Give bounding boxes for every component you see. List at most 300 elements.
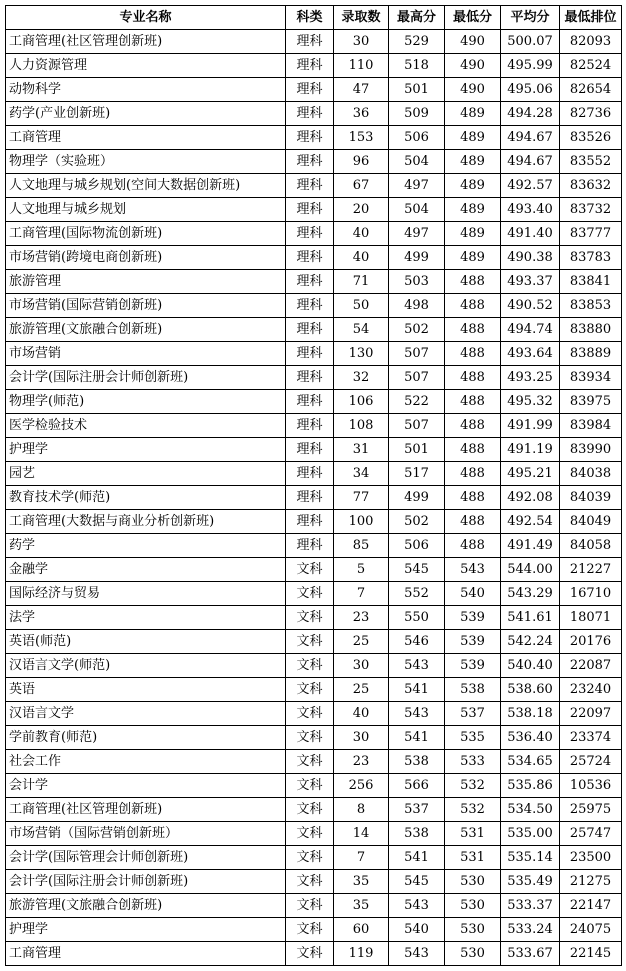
cell-min-score: 531: [445, 846, 501, 870]
table-row: [6, 606, 622, 630]
cell-admitted-count: 35: [334, 870, 389, 894]
cell-max-score: 501: [389, 438, 445, 462]
cell-admitted-count: 54: [334, 318, 389, 342]
cell-avg-score: 491.19: [501, 438, 560, 462]
cell-major-name: 护理学: [6, 438, 286, 462]
header-row: [6, 6, 622, 30]
cell-min-rank: 20176: [560, 630, 622, 654]
cell-max-score: 506: [389, 126, 445, 150]
cell-major-name: 国际经济与贸易: [6, 582, 286, 606]
cell-admitted-count: 7: [334, 846, 389, 870]
cell-admitted-count: 119: [334, 942, 389, 966]
cell-max-score: 538: [389, 822, 445, 846]
cell-avg-score: 494.67: [501, 150, 560, 174]
cell-max-score: 504: [389, 198, 445, 222]
cell-min-score: 532: [445, 774, 501, 798]
table-row: [6, 942, 622, 966]
cell-min-rank: 22147: [560, 894, 622, 918]
cell-major-name: 医学检验技术: [6, 414, 286, 438]
table-body: [6, 30, 622, 966]
cell-min-rank: 25724: [560, 750, 622, 774]
cell-major-name: 会计学(国际注册会计师创新班): [6, 366, 286, 390]
table-row: [6, 54, 622, 78]
cell-min-score: 533: [445, 750, 501, 774]
header-subject-type: 科类: [286, 6, 334, 30]
cell-major-name: 会计学(国际管理会计师创新班): [6, 846, 286, 870]
cell-subject-type: 理科: [286, 54, 334, 78]
cell-min-score: 488: [445, 270, 501, 294]
cell-avg-score: 535.49: [501, 870, 560, 894]
cell-min-score: 537: [445, 702, 501, 726]
cell-admitted-count: 110: [334, 54, 389, 78]
cell-min-score: 543: [445, 558, 501, 582]
cell-min-score: 488: [445, 318, 501, 342]
cell-min-score: 531: [445, 822, 501, 846]
cell-subject-type: 理科: [286, 222, 334, 246]
table-row: [6, 510, 622, 534]
table-row: [6, 30, 622, 54]
cell-admitted-count: 34: [334, 462, 389, 486]
cell-subject-type: 文科: [286, 606, 334, 630]
cell-max-score: 497: [389, 174, 445, 198]
header-max-score: 最高分: [389, 6, 445, 30]
cell-subject-type: 理科: [286, 78, 334, 102]
cell-avg-score: 535.00: [501, 822, 560, 846]
cell-avg-score: 491.49: [501, 534, 560, 558]
cell-max-score: 552: [389, 582, 445, 606]
cell-min-score: 539: [445, 654, 501, 678]
cell-max-score: 543: [389, 654, 445, 678]
cell-admitted-count: 30: [334, 30, 389, 54]
header-avg-score: 平均分: [501, 6, 560, 30]
cell-admitted-count: 106: [334, 390, 389, 414]
cell-avg-score: 495.99: [501, 54, 560, 78]
cell-avg-score: 490.52: [501, 294, 560, 318]
table-row: [6, 894, 622, 918]
cell-max-score: 540: [389, 918, 445, 942]
cell-subject-type: 理科: [286, 174, 334, 198]
cell-max-score: 537: [389, 798, 445, 822]
table-row: [6, 150, 622, 174]
cell-subject-type: 理科: [286, 510, 334, 534]
table-row: [6, 798, 622, 822]
cell-min-rank: 25975: [560, 798, 622, 822]
cell-admitted-count: 7: [334, 582, 389, 606]
cell-subject-type: 理科: [286, 342, 334, 366]
cell-subject-type: 文科: [286, 846, 334, 870]
cell-min-rank: 23374: [560, 726, 622, 750]
cell-major-name: 会计学(国际注册会计师创新班): [6, 870, 286, 894]
cell-major-name: 市场营销(跨境电商创新班): [6, 246, 286, 270]
cell-major-name: 药学(产业创新班): [6, 102, 286, 126]
cell-max-score: 545: [389, 870, 445, 894]
cell-min-score: 488: [445, 366, 501, 390]
cell-max-score: 522: [389, 390, 445, 414]
cell-avg-score: 534.65: [501, 750, 560, 774]
cell-avg-score: 495.06: [501, 78, 560, 102]
cell-major-name: 护理学: [6, 918, 286, 942]
cell-avg-score: 492.08: [501, 486, 560, 510]
table-row: [6, 822, 622, 846]
cell-min-score: 488: [445, 390, 501, 414]
cell-min-score: 488: [445, 534, 501, 558]
cell-min-score: 538: [445, 678, 501, 702]
cell-admitted-count: 50: [334, 294, 389, 318]
cell-admitted-count: 40: [334, 702, 389, 726]
table-row: [6, 654, 622, 678]
cell-subject-type: 理科: [286, 150, 334, 174]
cell-major-name: 药学: [6, 534, 286, 558]
cell-subject-type: 文科: [286, 798, 334, 822]
table-row: [6, 462, 622, 486]
cell-avg-score: 533.37: [501, 894, 560, 918]
cell-avg-score: 493.25: [501, 366, 560, 390]
cell-admitted-count: 77: [334, 486, 389, 510]
cell-min-score: 488: [445, 294, 501, 318]
cell-max-score: 541: [389, 846, 445, 870]
header-major-name: 专业名称: [6, 6, 286, 30]
cell-subject-type: 理科: [286, 294, 334, 318]
cell-subject-type: 理科: [286, 534, 334, 558]
cell-min-rank: 83934: [560, 366, 622, 390]
cell-subject-type: 文科: [286, 558, 334, 582]
cell-avg-score: 493.37: [501, 270, 560, 294]
table-row: [6, 342, 622, 366]
cell-subject-type: 理科: [286, 438, 334, 462]
cell-max-score: 543: [389, 894, 445, 918]
cell-major-name: 动物科学: [6, 78, 286, 102]
cell-subject-type: 文科: [286, 630, 334, 654]
cell-subject-type: 理科: [286, 318, 334, 342]
cell-max-score: 504: [389, 150, 445, 174]
cell-max-score: 518: [389, 54, 445, 78]
cell-avg-score: 535.14: [501, 846, 560, 870]
cell-avg-score: 494.67: [501, 126, 560, 150]
cell-min-score: 530: [445, 918, 501, 942]
cell-avg-score: 538.18: [501, 702, 560, 726]
cell-min-rank: 82654: [560, 78, 622, 102]
cell-admitted-count: 31: [334, 438, 389, 462]
cell-max-score: 543: [389, 942, 445, 966]
cell-major-name: 金融学: [6, 558, 286, 582]
cell-subject-type: 文科: [286, 654, 334, 678]
cell-max-score: 503: [389, 270, 445, 294]
cell-admitted-count: 8: [334, 798, 389, 822]
cell-max-score: 499: [389, 486, 445, 510]
cell-major-name: 汉语言文学: [6, 702, 286, 726]
cell-min-rank: 83984: [560, 414, 622, 438]
cell-min-score: 489: [445, 222, 501, 246]
cell-min-rank: 82093: [560, 30, 622, 54]
table-row: [6, 318, 622, 342]
cell-admitted-count: 60: [334, 918, 389, 942]
cell-min-rank: 24075: [560, 918, 622, 942]
cell-avg-score: 491.40: [501, 222, 560, 246]
table-row: [6, 366, 622, 390]
cell-subject-type: 文科: [286, 942, 334, 966]
cell-max-score: 507: [389, 342, 445, 366]
cell-major-name: 人力资源管理: [6, 54, 286, 78]
cell-min-score: 490: [445, 30, 501, 54]
cell-subject-type: 文科: [286, 726, 334, 750]
cell-max-score: 517: [389, 462, 445, 486]
cell-min-score: 535: [445, 726, 501, 750]
cell-admitted-count: 47: [334, 78, 389, 102]
cell-avg-score: 493.64: [501, 342, 560, 366]
cell-avg-score: 492.57: [501, 174, 560, 198]
table-row: [6, 534, 622, 558]
cell-major-name: 法学: [6, 606, 286, 630]
table-row: [6, 750, 622, 774]
cell-min-score: 489: [445, 102, 501, 126]
cell-max-score: 507: [389, 366, 445, 390]
cell-min-rank: 83777: [560, 222, 622, 246]
cell-min-rank: 22087: [560, 654, 622, 678]
cell-admitted-count: 100: [334, 510, 389, 534]
cell-avg-score: 495.21: [501, 462, 560, 486]
cell-avg-score: 493.40: [501, 198, 560, 222]
cell-admitted-count: 40: [334, 246, 389, 270]
cell-major-name: 工商管理(国际物流创新班): [6, 222, 286, 246]
cell-subject-type: 理科: [286, 198, 334, 222]
cell-major-name: 旅游管理(文旅融合创新班): [6, 894, 286, 918]
table-row: [6, 558, 622, 582]
table-row: [6, 726, 622, 750]
table-row: [6, 294, 622, 318]
cell-avg-score: 500.07: [501, 30, 560, 54]
cell-avg-score: 492.54: [501, 510, 560, 534]
cell-major-name: 物理学（实验班）: [6, 150, 286, 174]
cell-max-score: 502: [389, 318, 445, 342]
cell-avg-score: 536.40: [501, 726, 560, 750]
cell-major-name: 物理学(师范): [6, 390, 286, 414]
cell-min-score: 489: [445, 150, 501, 174]
cell-avg-score: 535.86: [501, 774, 560, 798]
cell-min-rank: 21227: [560, 558, 622, 582]
cell-min-rank: 83990: [560, 438, 622, 462]
cell-min-rank: 83552: [560, 150, 622, 174]
cell-subject-type: 文科: [286, 678, 334, 702]
table-row: [6, 414, 622, 438]
table-row: [6, 174, 622, 198]
cell-min-rank: 83889: [560, 342, 622, 366]
cell-max-score: 550: [389, 606, 445, 630]
cell-major-name: 市场营销(国际营销创新班): [6, 294, 286, 318]
table-row: [6, 126, 622, 150]
cell-min-rank: 83783: [560, 246, 622, 270]
cell-subject-type: 文科: [286, 822, 334, 846]
cell-min-score: 530: [445, 870, 501, 894]
table-row: [6, 918, 622, 942]
cell-min-rank: 16710: [560, 582, 622, 606]
cell-min-rank: 22145: [560, 942, 622, 966]
cell-max-score: 509: [389, 102, 445, 126]
header-min-score: 最低分: [445, 6, 501, 30]
cell-min-rank: 83880: [560, 318, 622, 342]
cell-major-name: 会计学: [6, 774, 286, 798]
cell-min-score: 539: [445, 630, 501, 654]
cell-min-rank: 84049: [560, 510, 622, 534]
cell-major-name: 工商管理: [6, 942, 286, 966]
cell-admitted-count: 14: [334, 822, 389, 846]
cell-admitted-count: 153: [334, 126, 389, 150]
cell-min-score: 489: [445, 174, 501, 198]
cell-max-score: 507: [389, 414, 445, 438]
cell-min-rank: 23240: [560, 678, 622, 702]
cell-admitted-count: 85: [334, 534, 389, 558]
cell-admitted-count: 5: [334, 558, 389, 582]
cell-subject-type: 理科: [286, 102, 334, 126]
cell-avg-score: 540.40: [501, 654, 560, 678]
cell-max-score: 541: [389, 726, 445, 750]
table-row: [6, 438, 622, 462]
cell-avg-score: 544.00: [501, 558, 560, 582]
cell-min-score: 488: [445, 462, 501, 486]
cell-subject-type: 理科: [286, 246, 334, 270]
cell-min-rank: 82524: [560, 54, 622, 78]
cell-major-name: 市场营销（国际营销创新班）: [6, 822, 286, 846]
cell-max-score: 545: [389, 558, 445, 582]
cell-avg-score: 542.24: [501, 630, 560, 654]
cell-avg-score: 533.67: [501, 942, 560, 966]
cell-min-rank: 25747: [560, 822, 622, 846]
cell-min-score: 540: [445, 582, 501, 606]
cell-min-rank: 84039: [560, 486, 622, 510]
cell-admitted-count: 20: [334, 198, 389, 222]
cell-major-name: 园艺: [6, 462, 286, 486]
cell-admitted-count: 67: [334, 174, 389, 198]
cell-min-rank: 83975: [560, 390, 622, 414]
cell-min-score: 490: [445, 54, 501, 78]
cell-max-score: 498: [389, 294, 445, 318]
cell-max-score: 506: [389, 534, 445, 558]
cell-admitted-count: 71: [334, 270, 389, 294]
cell-min-score: 488: [445, 510, 501, 534]
cell-max-score: 529: [389, 30, 445, 54]
table-row: [6, 78, 622, 102]
cell-min-rank: 83853: [560, 294, 622, 318]
cell-min-rank: 84058: [560, 534, 622, 558]
cell-subject-type: 文科: [286, 702, 334, 726]
cell-min-rank: 23500: [560, 846, 622, 870]
cell-major-name: 学前教育(师范): [6, 726, 286, 750]
cell-max-score: 502: [389, 510, 445, 534]
cell-min-rank: 21275: [560, 870, 622, 894]
cell-subject-type: 理科: [286, 462, 334, 486]
cell-major-name: 市场营销: [6, 342, 286, 366]
cell-max-score: 499: [389, 246, 445, 270]
cell-min-score: 488: [445, 438, 501, 462]
table-row: [6, 702, 622, 726]
table-row: [6, 870, 622, 894]
cell-admitted-count: 23: [334, 606, 389, 630]
cell-subject-type: 文科: [286, 918, 334, 942]
cell-major-name: 英语(师范): [6, 630, 286, 654]
cell-major-name: 人文地理与城乡规划(空间大数据创新班): [6, 174, 286, 198]
cell-min-score: 532: [445, 798, 501, 822]
cell-min-rank: 18071: [560, 606, 622, 630]
cell-admitted-count: 25: [334, 678, 389, 702]
cell-avg-score: 495.32: [501, 390, 560, 414]
cell-subject-type: 文科: [286, 870, 334, 894]
admission-scores-table: [5, 5, 622, 966]
cell-subject-type: 文科: [286, 582, 334, 606]
cell-max-score: 497: [389, 222, 445, 246]
table-row: [6, 222, 622, 246]
cell-major-name: 人文地理与城乡规划: [6, 198, 286, 222]
cell-subject-type: 文科: [286, 894, 334, 918]
cell-major-name: 汉语言文学(师范): [6, 654, 286, 678]
cell-major-name: 教育技术学(师范): [6, 486, 286, 510]
table-row: [6, 390, 622, 414]
cell-subject-type: 理科: [286, 366, 334, 390]
header-min-rank: 最低排位: [560, 6, 622, 30]
table-row: [6, 774, 622, 798]
cell-subject-type: 理科: [286, 126, 334, 150]
cell-min-rank: 10536: [560, 774, 622, 798]
cell-admitted-count: 40: [334, 222, 389, 246]
cell-min-rank: 22097: [560, 702, 622, 726]
table-header: [6, 6, 622, 30]
cell-subject-type: 文科: [286, 774, 334, 798]
table-row: [6, 246, 622, 270]
cell-avg-score: 490.38: [501, 246, 560, 270]
cell-max-score: 543: [389, 702, 445, 726]
table-row: [6, 486, 622, 510]
cell-max-score: 566: [389, 774, 445, 798]
cell-max-score: 501: [389, 78, 445, 102]
cell-min-rank: 83526: [560, 126, 622, 150]
cell-subject-type: 理科: [286, 30, 334, 54]
cell-avg-score: 543.29: [501, 582, 560, 606]
cell-avg-score: 534.50: [501, 798, 560, 822]
cell-min-score: 489: [445, 246, 501, 270]
cell-admitted-count: 256: [334, 774, 389, 798]
cell-major-name: 旅游管理: [6, 270, 286, 294]
cell-min-score: 530: [445, 894, 501, 918]
cell-admitted-count: 30: [334, 654, 389, 678]
cell-max-score: 546: [389, 630, 445, 654]
cell-max-score: 541: [389, 678, 445, 702]
cell-admitted-count: 25: [334, 630, 389, 654]
cell-admitted-count: 30: [334, 726, 389, 750]
cell-subject-type: 理科: [286, 390, 334, 414]
cell-min-score: 488: [445, 414, 501, 438]
cell-subject-type: 理科: [286, 486, 334, 510]
cell-min-score: 489: [445, 126, 501, 150]
cell-min-score: 490: [445, 78, 501, 102]
cell-min-score: 530: [445, 942, 501, 966]
cell-admitted-count: 108: [334, 414, 389, 438]
cell-major-name: 工商管理(社区管理创新班): [6, 798, 286, 822]
cell-min-rank: 82736: [560, 102, 622, 126]
cell-major-name: 工商管理(社区管理创新班): [6, 30, 286, 54]
cell-subject-type: 文科: [286, 750, 334, 774]
cell-avg-score: 538.60: [501, 678, 560, 702]
cell-admitted-count: 36: [334, 102, 389, 126]
cell-admitted-count: 32: [334, 366, 389, 390]
cell-admitted-count: 23: [334, 750, 389, 774]
cell-avg-score: 494.74: [501, 318, 560, 342]
cell-avg-score: 491.99: [501, 414, 560, 438]
table-row: [6, 582, 622, 606]
cell-min-rank: 84038: [560, 462, 622, 486]
cell-major-name: 旅游管理(文旅融合创新班): [6, 318, 286, 342]
cell-admitted-count: 35: [334, 894, 389, 918]
cell-subject-type: 理科: [286, 414, 334, 438]
cell-min-rank: 83632: [560, 174, 622, 198]
cell-avg-score: 533.24: [501, 918, 560, 942]
